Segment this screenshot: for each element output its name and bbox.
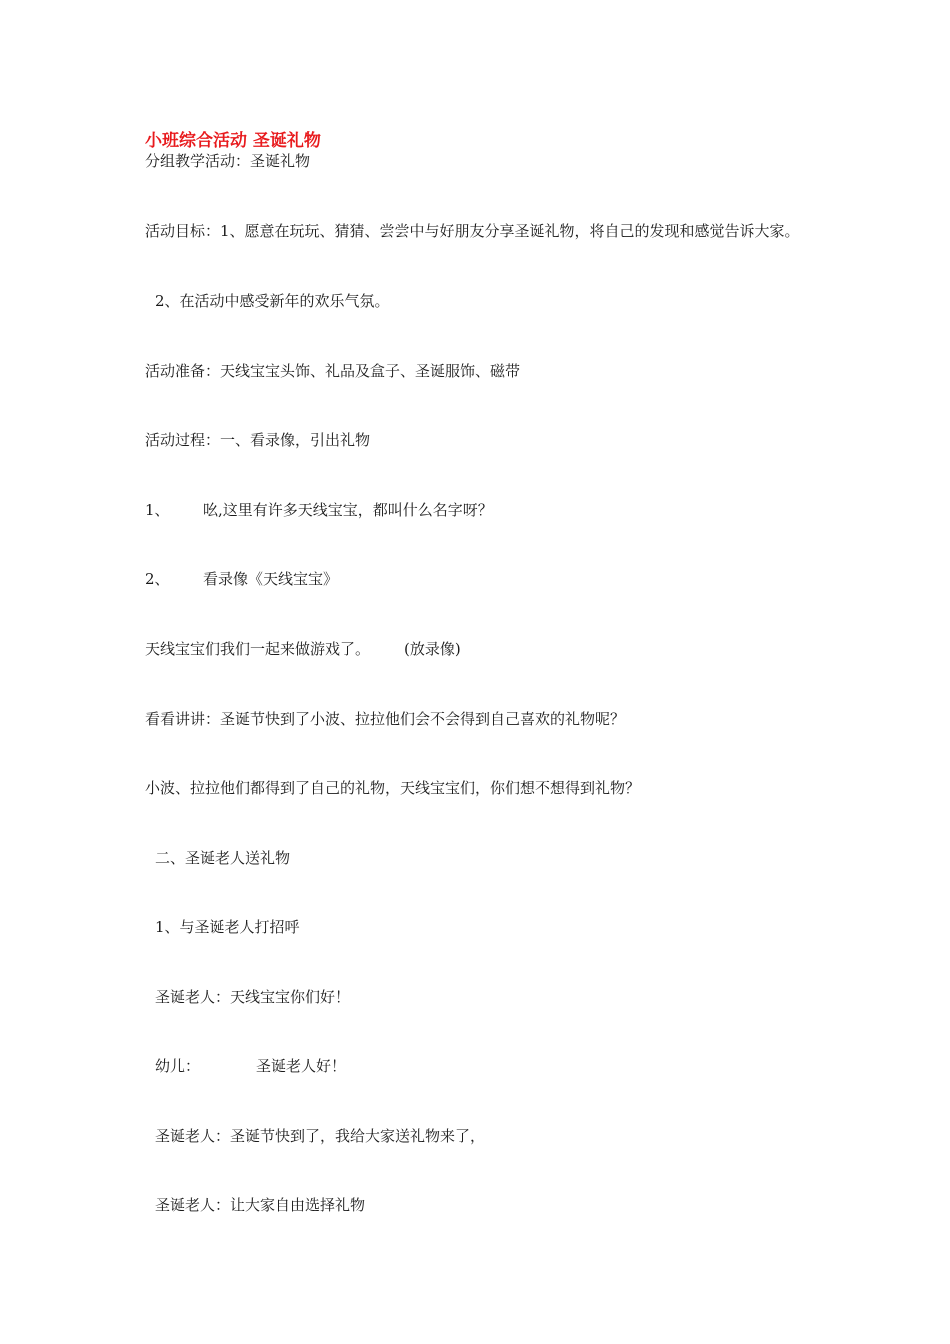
process-heading: 活动过程：一、看录像，引出礼物 [145,431,371,449]
preparation: 活动准备：天线宝宝头饰、礼品及盒子、圣诞服饰、磁带 [145,362,521,380]
goal-2: 2、在活动中感受新年的欢乐气氛。 [155,292,390,310]
play-note: (放录像) [404,640,461,658]
step-2-text: 看录像《天线宝宝》 [203,570,339,588]
santa-line-2: 圣诞老人：圣诞节快到了，我给大家送礼物来了， [155,1127,486,1145]
subtitle: 分组教学活动：圣诞礼物 [145,152,311,170]
kids-line [155,1056,346,1076]
greet-heading: 1、与圣诞老人打招呼 [155,918,300,936]
step-2-number: 2、 [145,570,170,588]
play-line [145,639,461,659]
play-text: 天线宝宝们我们一起来做游戏了。 [145,640,371,658]
kids-label: 幼儿： [155,1057,201,1075]
santa-line-1: 圣诞老人：天线宝宝你们好！ [155,988,351,1006]
step-1-text: 吆,这里有许多天线宝宝，都叫什么名字呀？ [203,501,493,519]
step-1 [145,500,493,520]
kids-text: 圣诞老人好！ [256,1057,347,1075]
step-1-number: 1、 [145,501,170,519]
question-line: 小波、拉拉他们都得到了自己的礼物，天线宝宝们，你们想不想得到礼物？ [145,779,641,797]
goal-1: 活动目标：1、愿意在玩玩、猜猜、尝尝中与好朋友分享圣诞礼物，将自己的发现和感觉告诉大家。 [145,222,800,240]
santa-line-3: 圣诞老人：让大家自由选择礼物 [155,1196,366,1214]
part-2-heading: 二、圣诞老人送礼物 [155,849,291,867]
talk-line: 看看讲讲：圣诞节快到了小波、拉拉他们会不会得到自己喜欢的礼物呢？ [145,710,626,728]
step-2 [145,569,338,589]
document-title: 小班综合活动 圣诞礼物 [145,131,321,151]
